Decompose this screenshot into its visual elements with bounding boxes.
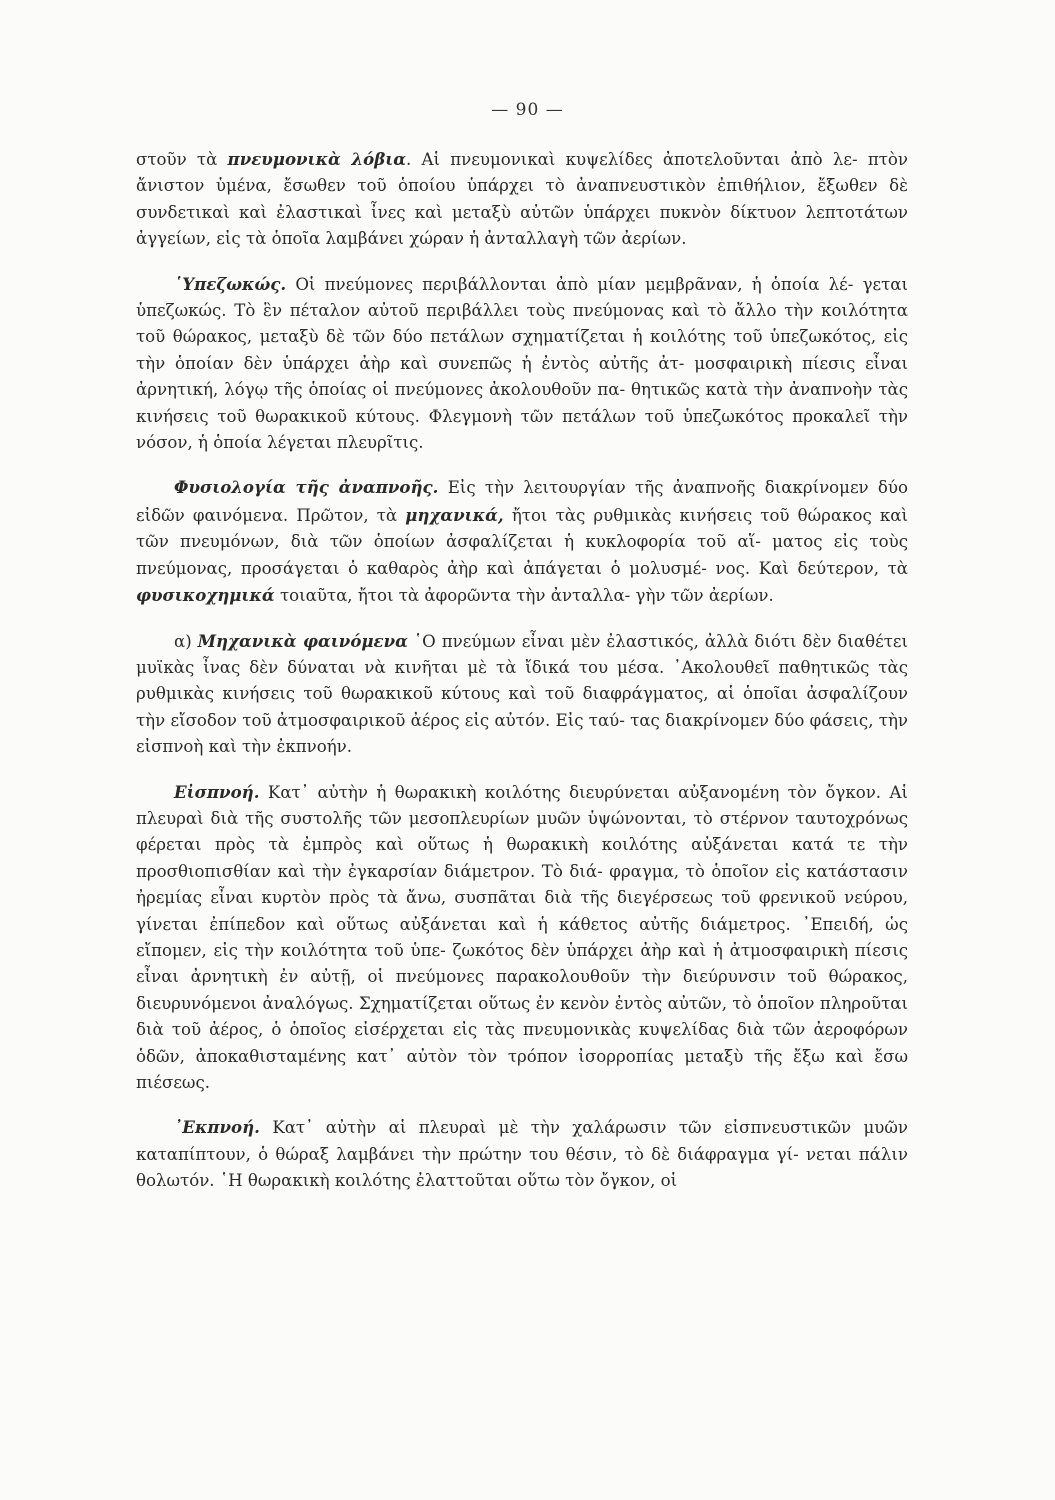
paragraph-text: . Αἱ πνευμονικαὶ κυψελίδες ἀποτελοῦνται ἀπὸ λε- πτὸν ἄνιστον ὑμένα, ἔσωθεν τοῦ ὁποίου ὑπάρχει τὸ ἀναπνευστικὸν ἐπιθήλιον, ἔξωθεν δὲ συνδετικαὶ καὶ ἐλαστικαὶ ἶνες καὶ μεταξὺ αὐτῶν ὑπάρχει πυκνὸν δίκτυον λεπτοτάτων ἀγγείων, εἰς τὰ ὁποῖα λαμβάνει χώραν ἡ ἀνταλλαγὴ τῶν ἀερίων. bbox=[136, 150, 908, 249]
section-heading: ᾿Εκπνοή. bbox=[174, 1117, 260, 1138]
section-heading: ῾Υπεζωκώς. bbox=[174, 273, 287, 294]
section-heading: Φυσιολογία τῆς ἀναπνοῆς. bbox=[174, 477, 439, 498]
emphasis-term: πνευμονικὰ λόβια bbox=[227, 149, 407, 169]
paragraph-text: στοῦν τὰ bbox=[136, 150, 228, 169]
list-prefix: α) bbox=[174, 631, 198, 651]
page-number: — 90 — bbox=[491, 100, 564, 120]
paragraph-text: Εἰς τὴν λειτουργίαν τῆς ἀναπνοῆς διακρίνομεν δύο εἰδῶν φαινόμενα. Πρῶτον, τὰ bbox=[136, 478, 908, 525]
body-text bbox=[136, 146, 908, 1213]
paragraph-text: Κατ᾿ αὐτὴν ἡ θωρακικὴ κοιλότης διευρύνεται αὐξανομένη τὸν ὄγκον. Αἱ πλευραὶ διὰ τῆς συστολῆς τῶν μεσοπλευρίων μυῶν ὑψώνονται, τὸ στέρνον ταυτοχρόνως φέρεται πρὸς τὰ ἐμπρὸς καὶ οὕτως ἡ θωρακικὴ κοιλότης αὐξάνεται κατά τε τὴν προσθιοπισθίαν καὶ τὴν ἐγκαρσίαν διάμετρον. Τὸ διά- φραγμα, τὸ ὁποῖον εἰς κατάστασιν ἠρεμίας εἶναι κυρτὸν πρὸς τὰ ἄνω, συσπᾶται διὰ τῆς διεγέρσεως τοῦ φρενικοῦ νεύρου, γίνεται ἐπίπεδον καὶ οὕτως αὐξάνεται καὶ ἡ κάθετος αὐτῆς διάμετρος. ᾿Επειδή, ὡς εἴπομεν, εἰς τὴν κοιλότητα τοῦ ὑπε- ζωκότος δὲν ὑπάρχει ἀὴρ καὶ ἡ ἀτμοσφαιρικὴ πίεσις εἶναι ἀρνητικὴ ἐν αὐτῇ, οἱ πνεύμονες παρακολουθοῦν τὴν διεύρυνσιν τοῦ θώρακος, διευρυνόμενοι ἀναλόγως. Σχηματίζεται οὕτως ἐν κενὸν ἐντὸς αὐτῶν, τὸ ὁποῖον πληροῦται διὰ τοῦ ἀέρος, ὁ ὁποῖος εἰσέρχεται εἰς τὰς πνευμονικὰς κυψελίδας διὰ τῶν ἀεροφόρων ὁδῶν, ἀποκαθισταμένης κατ᾿ αὐτὸν τὸν τρόπον ἰσορροπίας μεταξὺ τῆς ἔξω καὶ ἔσω πιέσεως. bbox=[136, 782, 908, 1092]
paragraph-pleura bbox=[136, 271, 908, 457]
emphasis-term: μηχανικά, bbox=[405, 504, 504, 525]
paragraph-inspiration bbox=[136, 779, 908, 1097]
paragraph-text: ῾Ο πνεύμων εἶναι μὲν ἐλαστικός, ἀλλὰ διότι δὲν διαθέτει μυϊκὰς ἶνας δὲν δύναται νὰ κινῆται μὲ τὰ ἴδικά του μέσα. ᾿Ακολουθεῖ παθητικῶς τὰς ρυθμικὰς κινήσεις τοῦ θωρακικοῦ κύτους καὶ τοῦ διαφράγματος, αἱ ὁποῖαι ἀσφαλίζουν τὴν εἴσοδον τοῦ ἀτμοσφαιρικοῦ ἀέρος εἰς αὐτόν. Εἰς ταύ- τας διακρίνομεν δύο φάσεις, τὴν εἰσπνοὴ καὶ τὴν ἐκπνοήν. bbox=[136, 631, 908, 757]
paragraph-text: Οἱ πνεύμονες περιβάλλονται ἀπὸ μίαν μεμβρᾶναν, ἡ ὁποία λέ- γεται ὑπεζωκώς. Τὸ ἓν πέταλον αὐτοῦ περιβάλλει τοὺς πνεύμονας καὶ τὸ ἄλλο τὴν κοιλότητα τοῦ θώρακος, μεταξὺ δὲ τῶν δύο πετάλων σχηματίζεται ἡ κοιλότης τοῦ ὑπεζωκότος, εἰς τὴν ὁποίαν δὲν ὑπάρχει ἀὴρ καὶ συνεπῶς ἡ ἐντὸς αὐτῆς ἀτ- μοσφαιρικὴ πίεσις εἶναι ἀρνητική, λόγῳ τῆς ὁποίας οἱ πνεύμονες ἀκολουθοῦν πα- θητικῶς κατὰ τὴν ἀναπνοὴν τὰς κινήσεις τοῦ θωρακικοῦ κύτους. Φλεγμονὴ τῶν πετάλων τοῦ ὑπεζωκότος προκαλεῖ τὴν νόσον, ἡ ὁποία λέγεται πλευρῖτις. bbox=[136, 274, 908, 453]
paragraph-text: ἤτοι τὰς ρυθμικὰς κινήσεις τοῦ θώρακος καὶ τῶν πνευμόνων, διὰ τῶν ὁποίων ἀσφαλίζεται ἡ κυκλοφορία τοῦ αἵ- ματος εἰς τοὺς πνεύμονας, προσάγεται ὁ καθαρὸς ἀὴρ καὶ ἀπάγεται ὁ μολυσμέ- νος. Καὶ δεύτερον, τὰ bbox=[136, 505, 908, 578]
emphasis-term: φυσικοχημικά bbox=[136, 585, 275, 606]
paragraph-text: τοιαῦτα, ἤτοι τὰ ἀφορῶντα τὴν ἀνταλλα- γὴν τῶν ἀερίων. bbox=[274, 586, 774, 606]
paragraph-lungs-lobules bbox=[136, 146, 908, 253]
paragraph-expiration bbox=[136, 1114, 908, 1194]
paragraph-physiology bbox=[136, 474, 908, 609]
section-heading: Μηχανικὰ φαινόμενα bbox=[197, 630, 408, 651]
section-heading: Εἰσπνοή. bbox=[174, 781, 260, 802]
paragraph-text: Κατ᾿ αὐτὴν αἱ πλευραὶ μὲ τὴν χαλάρωσιν τῶν εἰσπνευστικῶν μυῶν καταπίπτουν, ὁ θώραξ λαμβάνει τὴν πρώτην του θέσιν, τὸ δὲ διάφραγμα γί- νεται πάλιν θολωτόν. ῾Η θωρακικὴ κοιλότης ἐλαττοῦται οὕτω τὸν ὄγκον, οἱ bbox=[136, 1118, 908, 1191]
paragraph-mechanical bbox=[136, 628, 908, 761]
